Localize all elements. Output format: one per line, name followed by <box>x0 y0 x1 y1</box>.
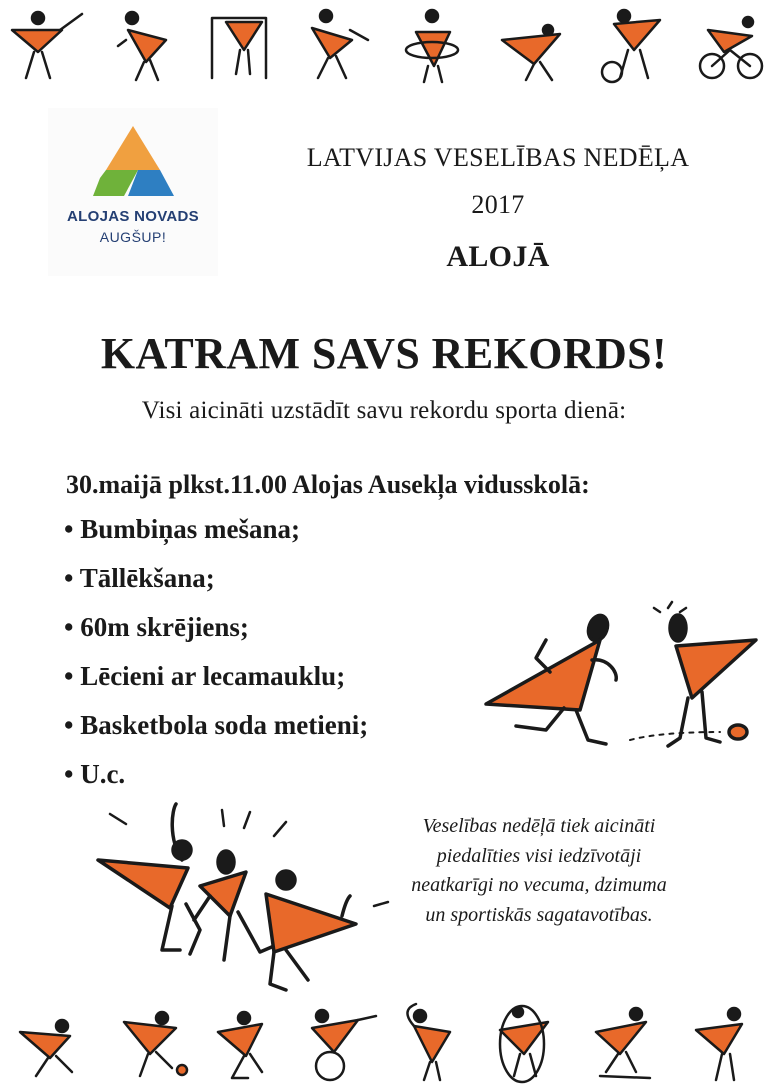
running-figure-icon <box>20 1020 72 1076</box>
kicking-figure-icon <box>124 1012 187 1076</box>
throwing-figure-icon <box>118 12 166 80</box>
wheelchair-figure-icon <box>312 1010 376 1080</box>
cycling-figure-icon <box>700 17 762 78</box>
skating-figure-icon <box>218 1012 262 1078</box>
football-players-illustration <box>480 600 760 760</box>
pointing-figure-icon <box>696 1008 742 1080</box>
skateboard-figure-icon <box>596 1008 650 1078</box>
jump-rope-figure-icon <box>500 1006 548 1082</box>
wheelchair-pair-figure-icon <box>602 10 660 82</box>
alojas-novads-logo <box>48 108 218 276</box>
activity-item: • Bumbiņas mešana; <box>64 514 300 544</box>
event-title: LATVIJAS VESELĪBAS NEDĒĻA <box>306 143 690 172</box>
event-location: ALOJĀ <box>446 240 550 273</box>
event-year: 2017 <box>471 190 525 219</box>
jumping-group-illustration <box>90 800 390 1000</box>
activity-item: • 60m skrējiens; <box>64 612 249 642</box>
dancing-figure-icon <box>312 10 368 78</box>
fencing-figure-icon <box>12 12 82 78</box>
ribbon-figure-icon <box>407 1004 450 1080</box>
activity-item: • Tāllēkšana; <box>64 563 215 593</box>
top-sport-figures <box>0 0 768 90</box>
logo-tagline: AUGŠUP! <box>99 229 167 245</box>
mountain-logo-icon <box>48 108 218 208</box>
activity-item: • Lēcieni ar lecamauklu; <box>64 661 346 691</box>
stretching-figure-icon <box>502 25 560 80</box>
bottom-sport-figures <box>0 996 768 1086</box>
event-date-place: 30.maijā plkst.11.00 Alojas Ausekļa vidusskolā: <box>66 470 590 499</box>
headline: KATRAM SAVS REKORDS! <box>100 329 668 378</box>
invitation-text: Visi aicināti uzstādīt savu rekordu sporta dienā: <box>141 397 627 424</box>
activity-item: • Basketbola soda metieni; <box>64 710 369 740</box>
hula-hoop-figure-icon <box>406 10 458 82</box>
activity-item: • U.c. <box>64 759 126 789</box>
gymnastics-figure-icon <box>212 18 266 78</box>
participation-note: Veselības nedēļā tiek aicināti piedalīties visi iedzīvotāji neatkarīgi no vecuma, dzimuma un sportiskās sagatavotības. <box>411 815 667 926</box>
logo-brand-name: ALOJAS NOVADS <box>67 208 199 225</box>
